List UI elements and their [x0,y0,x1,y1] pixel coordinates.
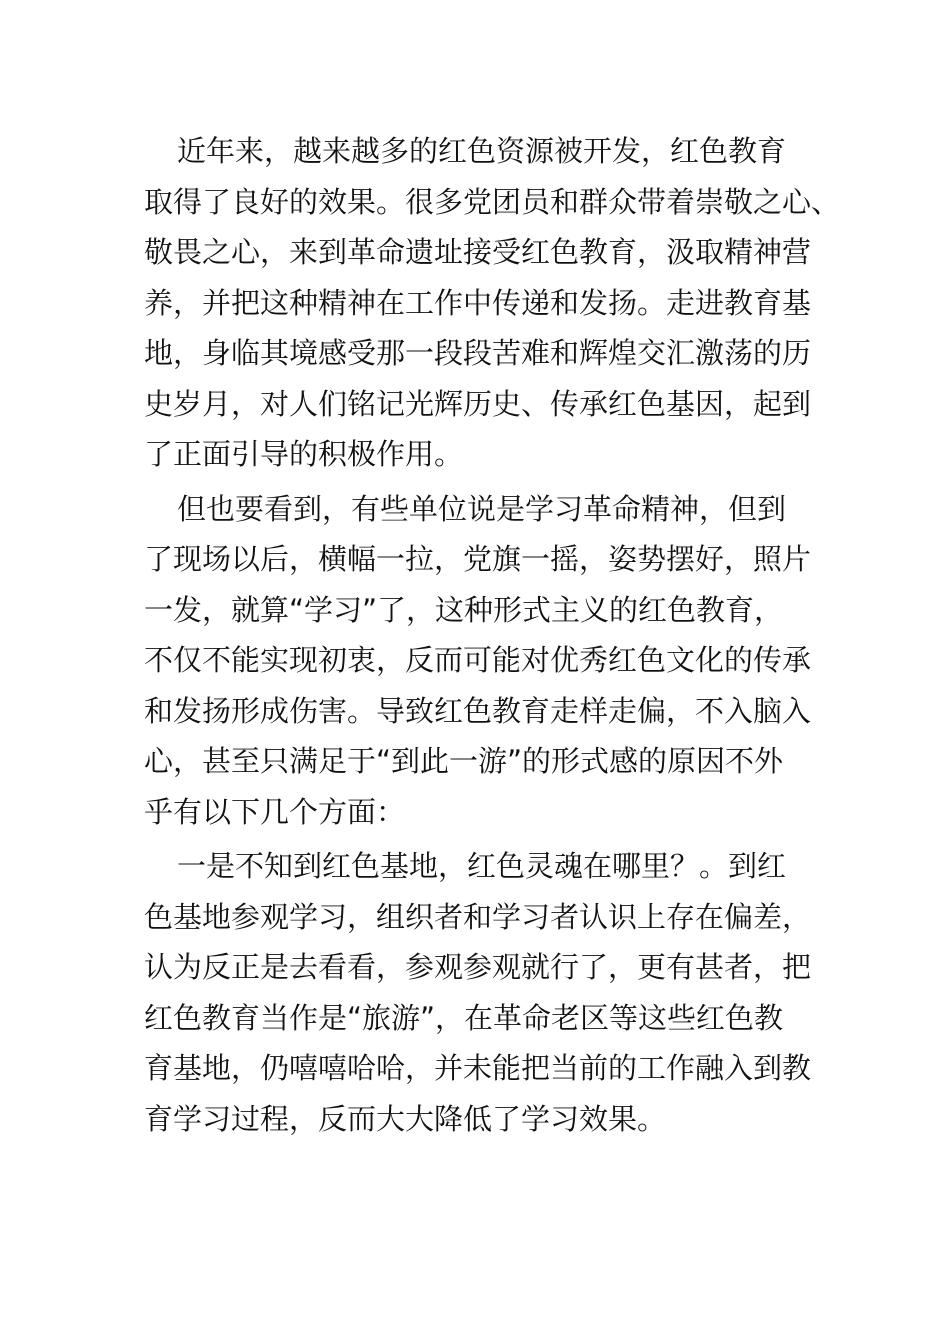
paragraph-line: 一是不知到红色基地，红色灵魂在哪里？。到红 [177,849,787,883]
paragraph-line: 近年来，越来越多的红色资源被开发，红色教育 [177,134,787,168]
document-body [144,126,841,1148]
paragraph-line: 心，甚至只满足于“到此一游”的形式感的原因不外 [144,744,784,778]
paragraph-line: 乎有以下几个方面： [144,794,406,829]
paragraph-line: 但也要看到，有些单位说是学习革命精神，但到 [177,491,787,526]
paragraph-line: 一发，就算“学习”了，这种形式主义的红色教育， [144,592,784,627]
paragraph-1 [144,126,841,480]
paragraph-2 [144,484,824,838]
paragraph-line: 敬畏之心，来到革命遗址接受红色教育，汲取精神营 [144,235,812,269]
paragraph-line: 育基地，仍嘻嘻哈哈，并未能把当前的工作融入到教 [144,1051,812,1085]
paragraph-line: 红色教育当作是“旅游”，在革命老区等这些红色教 [144,1000,784,1035]
paragraph-line: 色基地参观学习，组织者和学习者认识上存在偏差， [144,899,812,934]
paragraph-line: 和发扬形成伤害。导致红色教育走样走偏，不入脑入 [144,693,812,728]
paragraph-line: 认为反正是去看看，参观参观就行了，更有甚者，把 [144,950,812,984]
paragraph-line: 取得了良好的效果。很多党团员和群众带着崇敬之心、 [144,184,841,219]
paragraph-3 [144,841,824,1144]
paragraph-line: 不仅不能实现初衷，反而可能对优秀红色文化的传承 [144,643,812,677]
paragraph-line: 养，并把这种精神在工作中传递和发扬。走进教育基 [144,285,812,320]
paragraph-line: 地，身临其境感受那一段段苦难和辉煌交汇激荡的历 [144,336,812,370]
paragraph-line: 了正面引导的积极作用。 [144,437,464,471]
paragraph-line: 史岁月，对人们铭记光辉历史、传承红色基因，起到 [144,386,812,421]
paragraph-line: 育学习过程，反而大大降低了学习效果。 [144,1101,667,1136]
paragraph-line: 了现场以后，横幅一拉，党旗一摇，姿势摆好，照片 [144,542,812,576]
